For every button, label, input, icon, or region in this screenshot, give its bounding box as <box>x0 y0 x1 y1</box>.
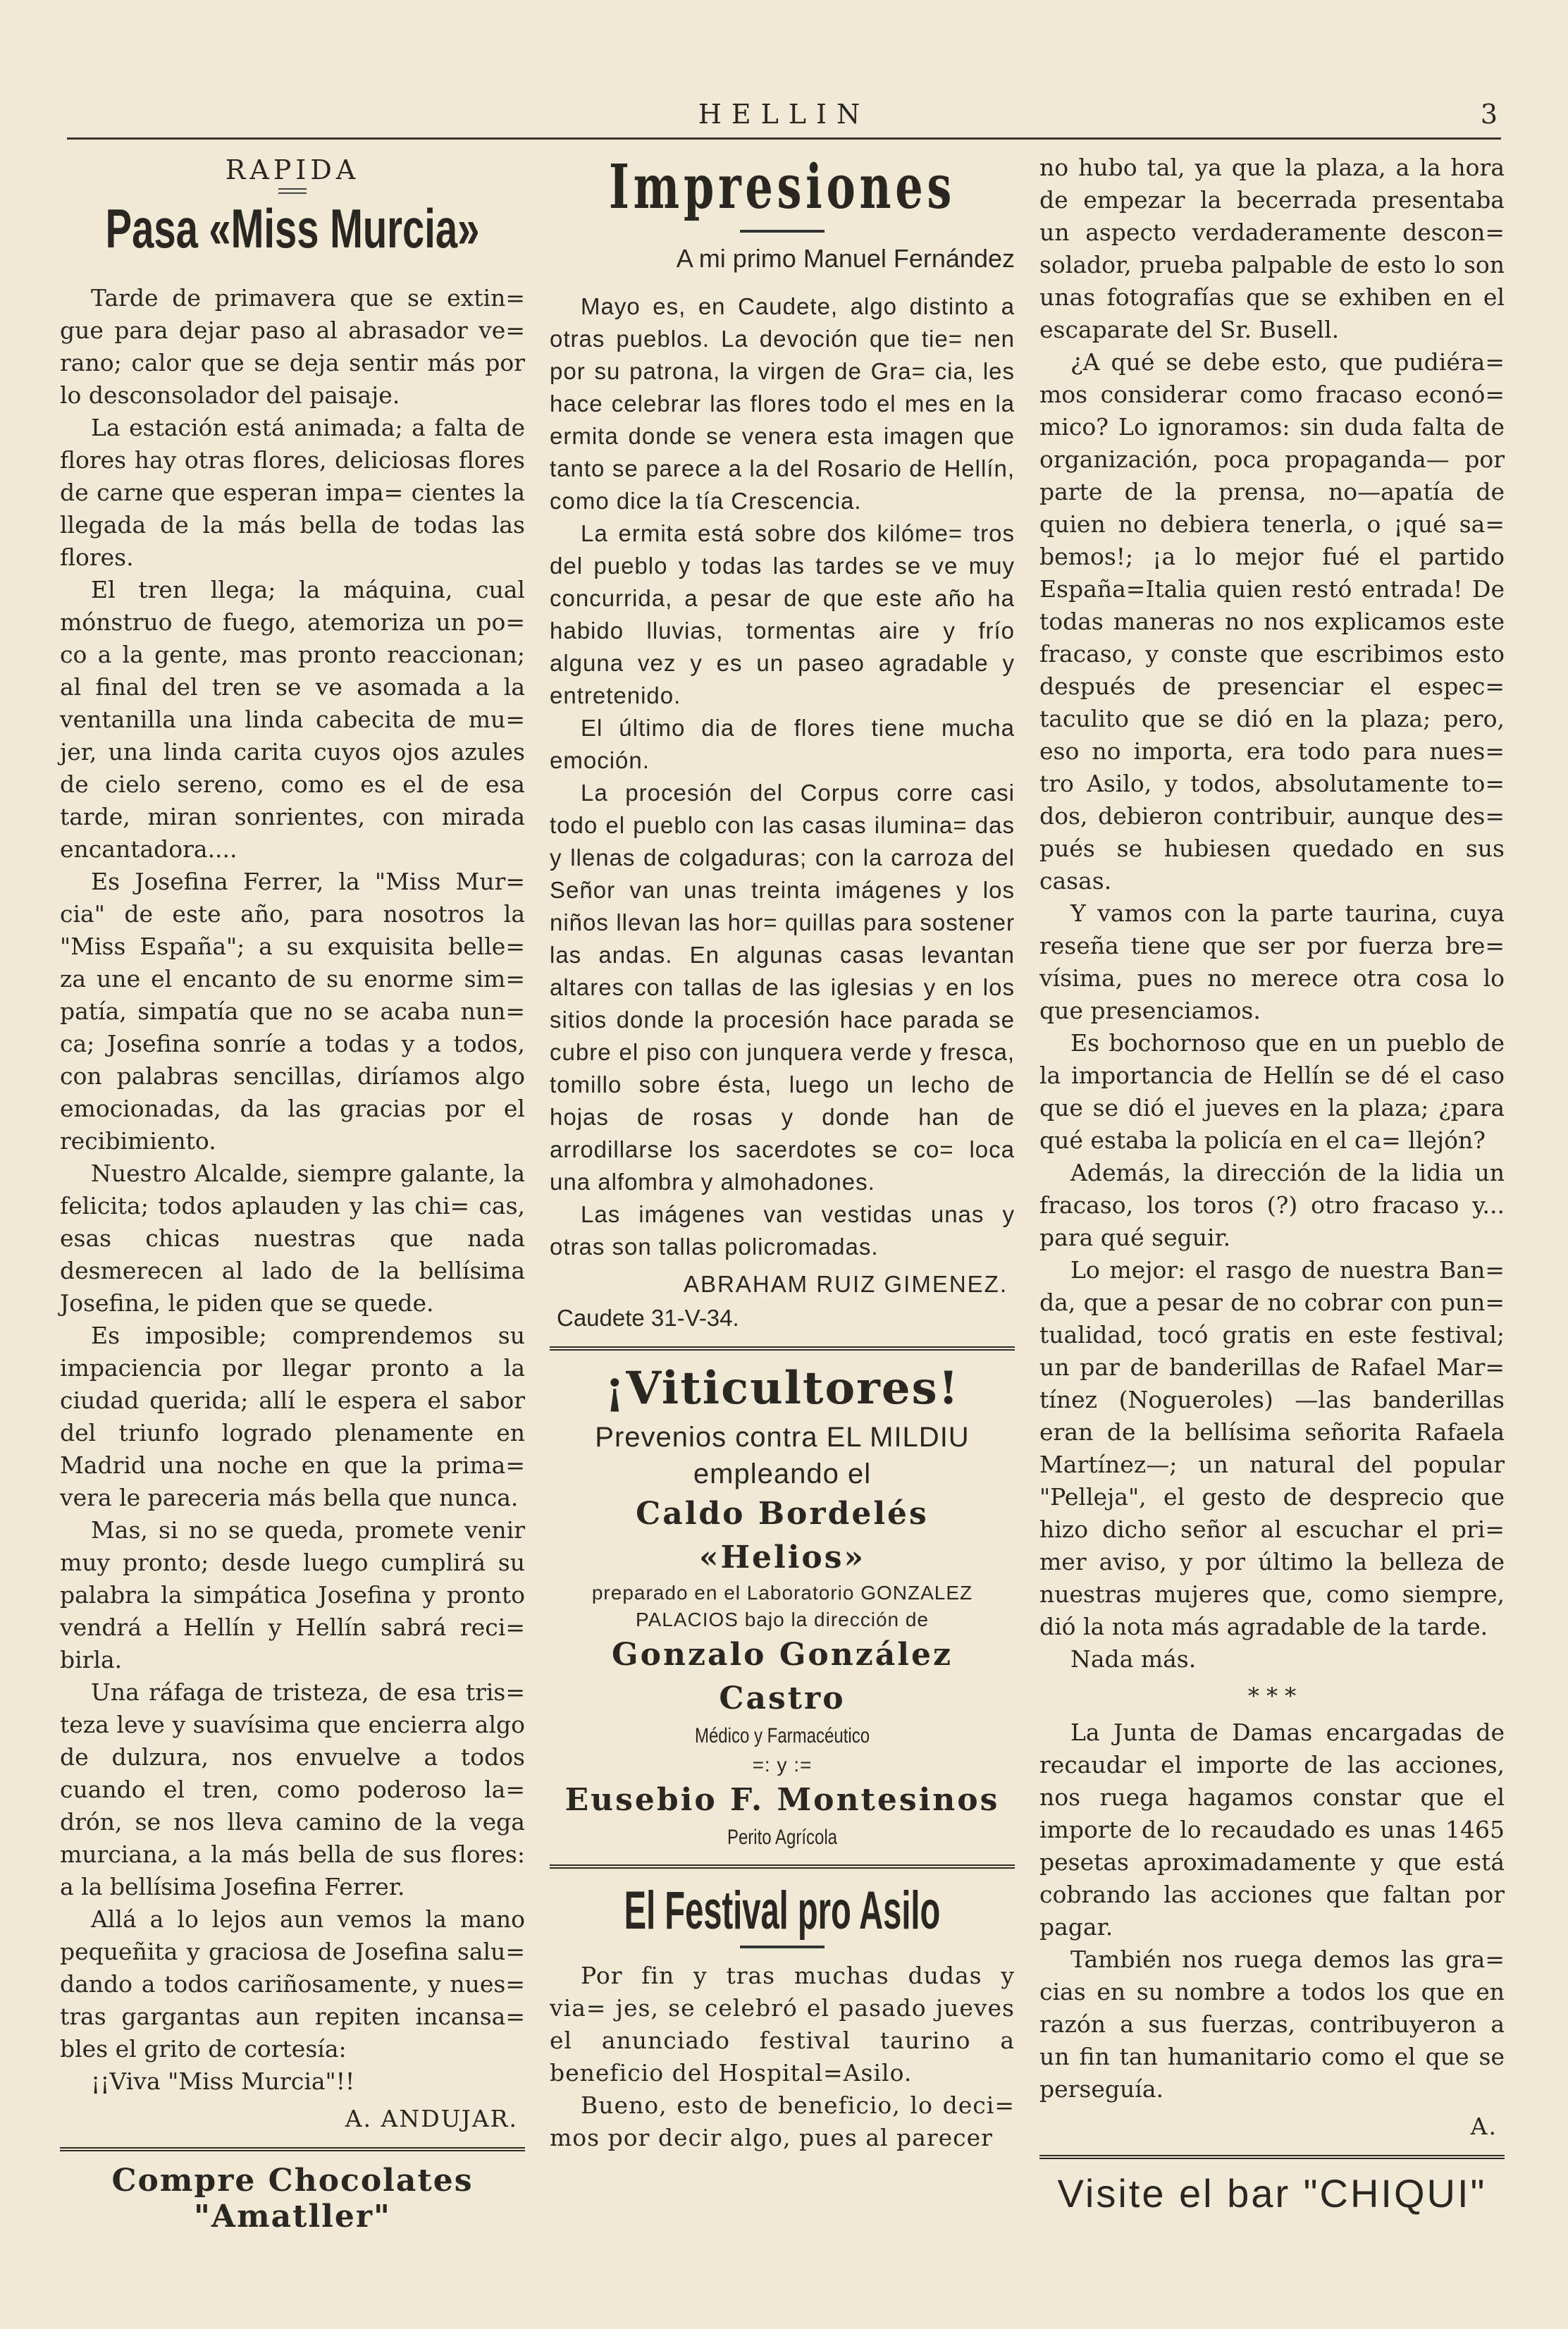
paragraph: El último dia de flores tiene mucha emoción. <box>550 715 1015 773</box>
ad-line: PALACIOS bajo la dirección de <box>635 1609 930 1630</box>
paragraph: Por fin y tras muchas dudas y via= jes, se celebró el pasado jueves el anunciado festival taurino a beneficio del Hospital=Asilo. <box>550 1962 1015 2087</box>
paragraph: Bueno, esto de beneficio, lo deci= mos por decir algo, pues al parecer <box>550 2091 1015 2151</box>
place-date: Caudete 31-V-34. <box>557 1305 739 1331</box>
signature: ABRAHAM RUIZ GIMENEZ. <box>683 1271 1008 1297</box>
ad-headline: ¡Viticultores! <box>605 1362 960 1415</box>
signature: A. <box>1470 2113 1498 2140</box>
paragraph: ¡¡Viva "Miss Murcia"!! <box>91 2067 355 2095</box>
paragraph: Es Josefina Ferrer, la "Miss Mur= cia" de este año, para nosotros la "Miss España"; a su exquisita belle= za une el encanto de su enorme sim= patía, simpatía que no se acaba nun= ca; Josefina sonríe a todas y a todos, con palabras sencillas, diríamos algo emocionadas, da las gracias por el recibimiento. <box>60 868 525 1155</box>
column-middle <box>550 152 1015 2154</box>
paragraph: Lo mejor: el rasgo de nuestra Ban= da, que a pesar de no cobrar con pun= tualidad, tocó gratis en este festival; un par de banderillas de Rafael Mar= tínez (Nogueroles) —las banderillas eran de la bellísima señorita Rafaela Martínez—; un natural del popular "Pelleja", el gesto de desprecio que hizo dicho señor al escuchar el pri= mer aviso, y por último la belleza de nuestras mujeres que, como siempre, dió la nota más agradable de la tarde. <box>1039 1256 1505 1640</box>
paragraph: no hubo tal, ya que la plaza, a la hora de empezar la becerrada presentaba un aspecto verdaderamente descon= solador, prueba palpable de esto lo son unas fotografías que se exhiben en el escaparate del Sr. Busell. <box>1039 154 1505 343</box>
divider <box>550 1346 1015 1351</box>
article-title: Impresiones <box>608 152 956 223</box>
kicker: RAPIDA <box>225 154 360 185</box>
column-right <box>1039 152 1505 2216</box>
ad-line: Prevenios contra EL MILDIU <box>595 1422 970 1453</box>
header-rule <box>67 137 1501 140</box>
ad-person-title: Perito Agrícola <box>727 1826 838 1849</box>
ad-line: preparado en el Laboratorio GONZALEZ <box>591 1582 973 1604</box>
paragraph: Nada más. <box>1070 1645 1197 1673</box>
ad-line: empleando el <box>693 1458 872 1489</box>
divider <box>550 1864 1015 1869</box>
paragraph: La estación está animada; a falta de flores hay otras flores, deliciosas flores de carne que esperan impa= cientes la llegada de la más bella de todas las flores. <box>60 414 525 571</box>
festival-body <box>550 1960 1015 2154</box>
paragraph: Mayo es, en Caudete, algo distinto a otras pueblos. La devoción que tie= nen por su patrona, la virgen de Gra= cia, les hace celebrar las flores todo el mes en la ermita donde se venera esta imagen que tanto se parece a la del Rosario de Hellín, como dice la tía Crescencia. <box>550 293 1015 514</box>
bar-ad: Visite el bar "CHIQUI" <box>1057 2171 1487 2216</box>
page-number: 3 <box>1480 99 1498 130</box>
article-title: Pasa «Miss Murcia» <box>105 197 480 259</box>
viticultores-ad <box>550 1362 1015 1853</box>
article-body <box>60 282 525 2098</box>
paragraph: ¿A qué se debe esto, que pudiéra= mos considerar como fracaso econó= mico? Lo ignoramos: sin duda falta de organización, poca propaganda— por parte de la prensa, no—apatía de quien no debiera tenerla, o ¡qué sa= bemos!; ¡a lo mejor fué el partido España=Italia quien restó entrada! De todas maneras no nos explicamos este fracaso, y conste que escribimos esto después de presenciar el espec= taculito que se dió en la plaza; pero, eso no importa, era todo para nues= tro Asilo, y todos, absolutamente to= dos, debieron contribuir, aunque des= pués se hubiesen quedado en sus casas. <box>1039 348 1505 895</box>
kicker-rule <box>278 188 307 194</box>
paragraph: El tren llega; la máquina, cual mónstruo de fuego, atemoriza un po= co a la gente, mas pronto reaccionan; al final del tren se ve asomada a la ventanilla una linda cabecita de mu= jer, una linda carita cuyos ojos azules de cielo sereno, como es el de esa tarde, miran sonrientes, con mirada encantadora.... <box>60 576 525 863</box>
ad-person: Eusebio F. Montesinos <box>564 1782 1000 1818</box>
festival-title: El Festival pro Asilo <box>624 1881 941 1941</box>
divider <box>60 2147 525 2151</box>
paragraph: Las imágenes van vestidas unas y otras son tallas policromadas. <box>550 1201 1015 1260</box>
article-body <box>550 290 1015 1263</box>
paragraph: Mas, si no se queda, promete venir muy pronto; desde luego cumplirá su palabra la simpática Josefina y pronto vendrá a Hellín y Hellín sabrá reci= birla. <box>60 1516 525 1673</box>
ad-product: Caldo Bordelés «Helios» <box>636 1496 929 1575</box>
paragraph: La Junta de Damas encargadas de recaudar el importe de las acciones, nos ruega hagamos constar que el importe de lo recaudado es unas 1465 pesetas aproximadamente y que está cobrando las acciones que faltan por pagar. <box>1039 1719 1505 1941</box>
paragraph: Nuestro Alcalde, siempre galante, la felicita; todos aplauden y las chi= cas, esas chicas nuestras que nada desmerecen al lado de la bellísima Josefina, le piden que se quede. <box>60 1160 525 1317</box>
paragraph: Una ráfaga de tristeza, de esa tris= teza leve y suavísima que encierra algo de dulzura, nos envuelve a todos cuando el tren, como poderoso la= drón, se nos lleva camino de la vega murciana, a la más bella de sus flores: a la bellísima Josefina Ferrer. <box>60 1678 525 1900</box>
paragraph: Además, la dirección de la lidia un fracaso, los toros (?) otro fracaso y... para qué seguir. <box>1039 1159 1505 1251</box>
paragraph: La ermita está sobre dos kilóme= tros del pueblo y todas las tardes se ve muy concurrida, a pesar de que este año ha habido lluvias, tormentas aire y frío alguna vez y es un paseo agradable y entretenido. <box>550 520 1015 708</box>
dedication: A mi primo Manuel Fernández <box>676 244 1015 273</box>
notice-body <box>1039 1716 1505 2106</box>
divider <box>1039 2155 1505 2159</box>
asterism: * * * <box>1247 1683 1297 1709</box>
chocolate-ad: Compre Chocolates "Amatller" <box>111 2163 474 2235</box>
running-title: HELLIN <box>698 99 870 130</box>
paragraph: Allá a lo lejos aun vemos la mano pequeñita y graciosa de Josefina salu= dando a todos cariñosamente, y nues= tras gargantas aun repiten incansa= bles el grito de cortesía: <box>60 1905 525 2063</box>
title-rule <box>740 230 825 233</box>
title-rule <box>740 1946 825 1948</box>
paragraph: También nos ruega demos las gra= cias en su nombre a todos los que en razón a sus fuerzas, contribuyeron a un fin tan humanitario como el que se perseguía. <box>1039 1946 1505 2103</box>
paragraph: Y vamos con la parte taurina, cuya reseña tiene que ser por fuerza bre= vísima, pues no merece otra cosa lo que presenciamos. <box>1039 899 1505 1024</box>
article-body <box>1039 152 1505 1676</box>
column-left <box>60 152 525 2235</box>
ad-joiner: =: y := <box>752 1754 813 1776</box>
paragraph: La procesión del Corpus corre casi todo el pueblo con las casas ilumina= das y llenas de colgaduras; con la carroza del Señor van unas treinta imágenes y los niños llevan las hor= quillas para sostener las andas. En algunas casas levantan altares con tallas de las iglesias y en los sitios donde la procesión hace parada se cubre el piso con junquera verde y fresca, tomillo sobre ésta, luego un lecho de hojas de rosas y donde han de arrodillarse los sacerdotes se co= loca una alfombra y almohadones. <box>550 780 1015 1195</box>
paragraph: Tarde de primavera que se extin= gue para dejar paso al abrasador ve= rano; calor que se deja sentir más por lo desconsolador del paisaje. <box>60 284 525 409</box>
ad-person: Gonzalo González Castro <box>612 1637 953 1716</box>
paragraph: Es bochornoso que en un pueblo de la importancia de Hellín se dé el caso que se dió el jueves en la plaza; ¿para qué estaba la policía en el ca= llejón? <box>1039 1029 1505 1154</box>
ad-person-title: Médico y Farmacéutico <box>694 1724 870 1747</box>
paragraph: Es imposible; comprendemos su impaciencia por llegar pronto a la ciudad querida; allí le espera el sabor del triunfo logrado plenamente en Madrid una noche en que la prima= vera le pareceria más bella que nunca. <box>60 1322 525 1511</box>
signature: A. ANDUJAR. <box>345 2105 518 2132</box>
